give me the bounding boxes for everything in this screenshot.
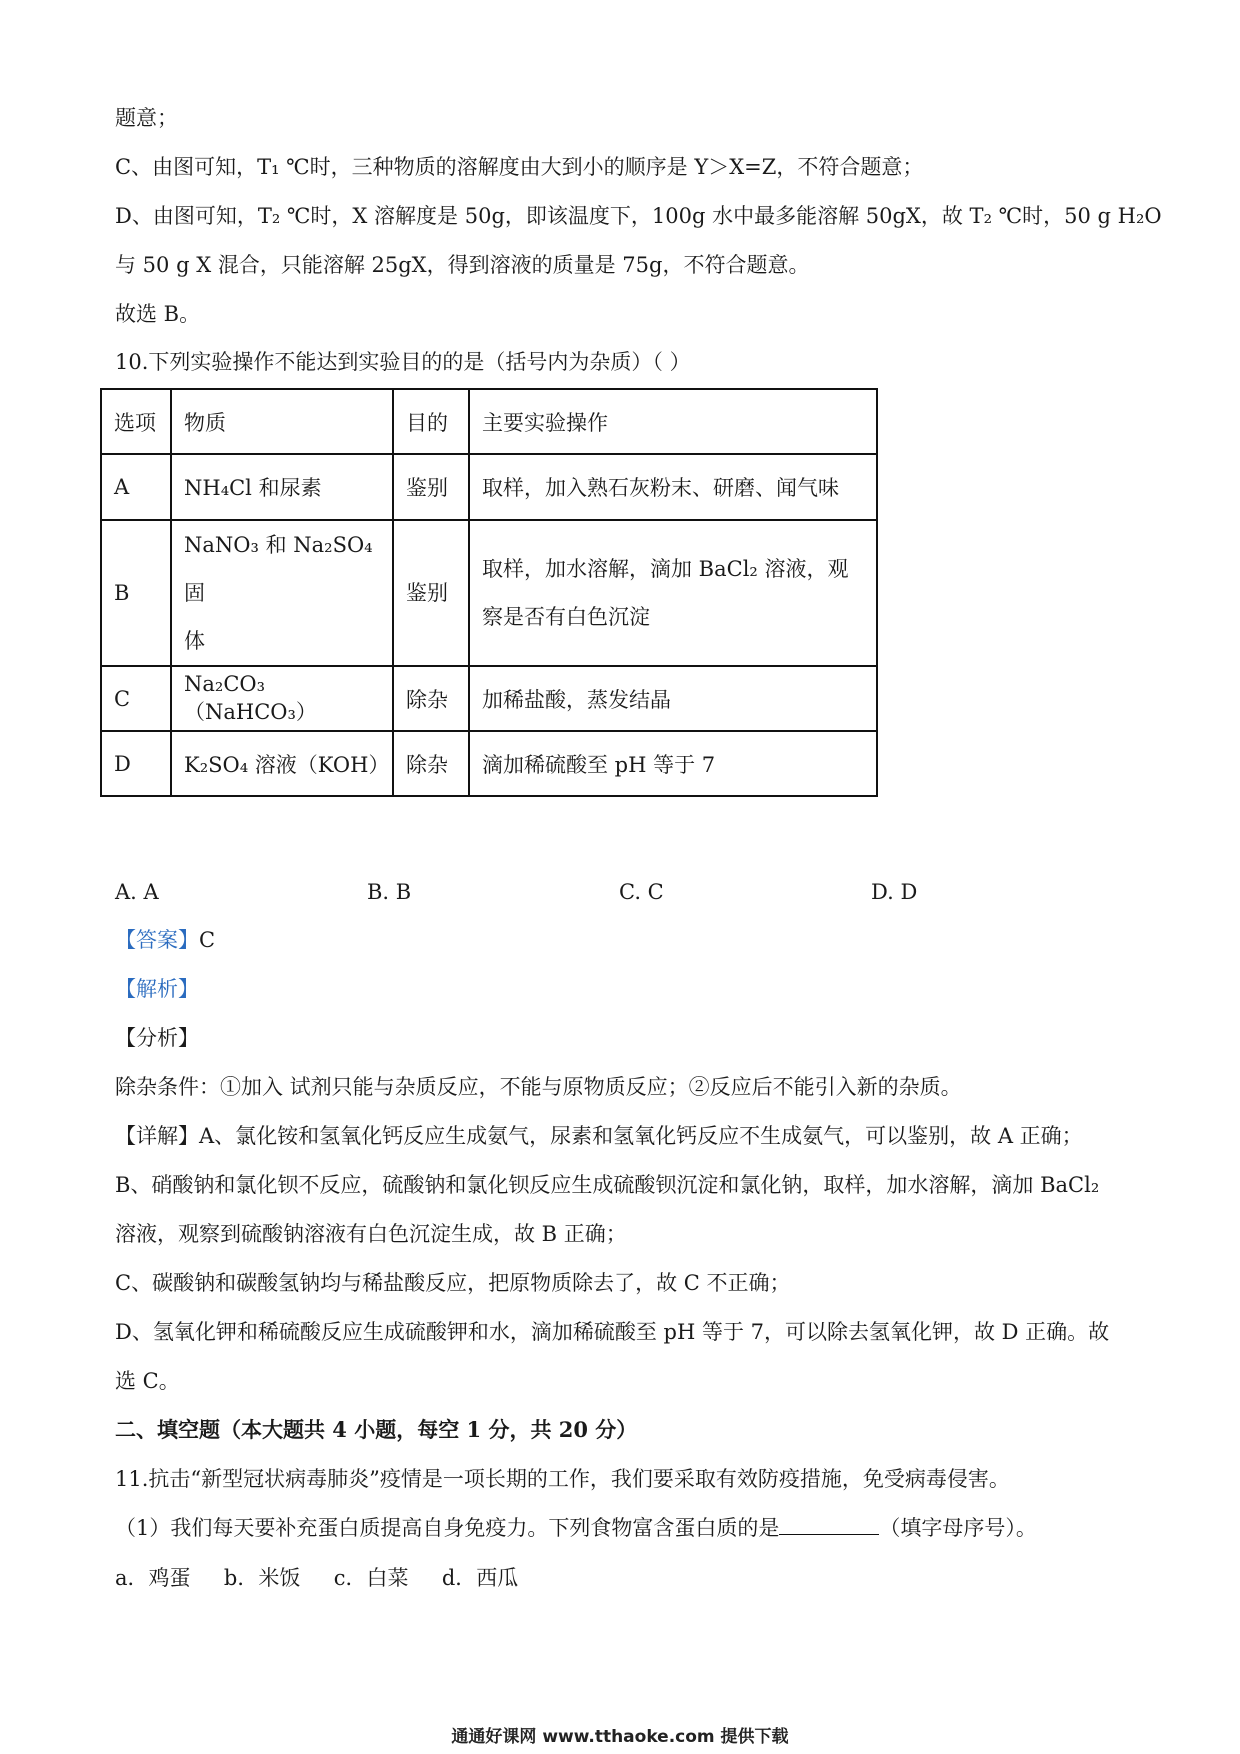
- option-cell: C: [101, 666, 171, 731]
- operation-cell: 取样，加入熟石灰粉末、研磨、闻气味: [469, 454, 877, 520]
- choice-a: A. A: [115, 880, 159, 904]
- analysis-label: 【解析】: [115, 977, 199, 1001]
- answer-value: C: [199, 928, 216, 952]
- operation-cell: [469, 520, 877, 666]
- question-text: （1）我们每天要补充蛋白质提高自身免疫力。下列食物富含蛋白质的是: [115, 1516, 780, 1540]
- substance-cell: NH₄Cl 和尿素: [171, 454, 393, 520]
- table-row: [101, 520, 877, 666]
- fenxi-label: 【分析】: [115, 1026, 199, 1050]
- question-10: 10.下列实验操作不能达到实验目的的是（括号内为杂质）（ ）: [115, 350, 691, 374]
- substance-line: NaNO₃ 和 Na₂SO₄ 固: [184, 533, 373, 605]
- purpose-cell: 鉴别: [393, 454, 469, 520]
- section-2-title: 二、填空题（本大题共 4 小题，每空 1 分，共 20 分）: [115, 1417, 638, 1442]
- answer-blank[interactable]: [779, 1514, 879, 1535]
- header-cell: 选项: [101, 389, 171, 454]
- substance-cell: [171, 520, 393, 666]
- purpose-cell: 除杂: [393, 666, 469, 731]
- text-line: 故选 B。: [115, 302, 201, 326]
- choice-d: D. D: [871, 880, 918, 904]
- table-header-row: [101, 389, 877, 454]
- purpose-cell: 鉴别: [393, 520, 469, 666]
- answer-line: [115, 925, 215, 955]
- text-line: D、由图可知，T₂ ℃时，X 溶解度是 50g，即该温度下，100g 水中最多能溶解 50gX，故 T₂ ℃时，50 g H₂O: [115, 204, 1162, 228]
- detail-line: 选 C。: [115, 1369, 180, 1393]
- operation-line: 取样，加水溶解，滴加 BaCl₂ 溶液，观: [482, 557, 849, 581]
- operation-cell: 加稀盐酸，蒸发结晶: [469, 666, 877, 731]
- purpose-cell: 除杂: [393, 731, 469, 796]
- detail-line: 【详解】A、氯化铵和氢氧化钙反应生成氨气，尿素和氢氧化钙反应不生成氨气，可以鉴别，故 A 正确；: [115, 1124, 1083, 1148]
- detail-line: D、氢氧化钾和稀硫酸反应生成硫酸钾和水，滴加稀硫酸至 pH 等于 7，可以除去氢氧化钾，故 D 正确。故: [115, 1320, 1110, 1344]
- detail-line: 溶液，观察到硫酸钠溶液有白色沉淀生成，故 B 正确；: [115, 1222, 627, 1246]
- choice-b: B. B: [367, 880, 412, 904]
- text-line: C、由图可知，T₁ ℃时，三种物质的溶解度由大到小的顺序是 Y＞X=Z，不符合题意；: [115, 155, 924, 179]
- experiment-table: [100, 388, 878, 797]
- question-11: 11.抗击“新型冠状病毒肺炎”疫情是一项长期的工作，我们要采取有效防疫措施，免受病毒侵害。: [115, 1467, 1010, 1491]
- detail-line: B、硝酸钠和氯化钡不反应，硫酸钠和氯化钡反应生成硫酸钡沉淀和氯化钠，取样，加水溶解，滴加 BaCl₂: [115, 1173, 1100, 1197]
- text-line: 题意；: [115, 106, 178, 130]
- table-row: [101, 666, 877, 731]
- question-11-part-1: [115, 1513, 1037, 1543]
- substance-line: 体: [184, 629, 205, 653]
- header-cell: 目的: [393, 389, 469, 454]
- answer-label: 【答案】: [115, 928, 199, 952]
- option-cell: D: [101, 731, 171, 796]
- choice-c: C. C: [619, 880, 664, 904]
- table-row: [101, 454, 877, 520]
- footer-watermark: 通通好课网 www.tthaoke.com 提供下载: [451, 1727, 789, 1747]
- header-cell: 物质: [171, 389, 393, 454]
- fenxi-text: 除杂条件：①加入 试剂只能与杂质反应，不能与原物质反应；②反应后不能引入新的杂质。: [115, 1075, 962, 1099]
- substance-cell: K₂SO₄ 溶液（KOH）: [171, 731, 393, 796]
- option-cell: B: [101, 520, 171, 666]
- text-line: 与 50 g X 混合，只能溶解 25gX，得到溶液的质量是 75g，不符合题意。: [115, 253, 810, 277]
- detail-line: C、碳酸钠和碳酸氢钠均与稀盐酸反应，把原物质除去了，故 C 不正确；: [115, 1271, 791, 1295]
- question-text: （填字母序号）。: [879, 1516, 1037, 1540]
- table-row: [101, 731, 877, 796]
- operation-cell: 滴加稀硫酸至 pH 等于 7: [469, 731, 877, 796]
- operation-line: 察是否有白色沉淀: [482, 605, 650, 629]
- question-11-options: a．鸡蛋 b．米饭 c．白菜 d．西瓜: [115, 1566, 519, 1590]
- option-cell: A: [101, 454, 171, 520]
- substance-cell: Na₂CO₃（NaHCO₃）: [171, 666, 393, 731]
- header-cell: 主要实验操作: [469, 389, 877, 454]
